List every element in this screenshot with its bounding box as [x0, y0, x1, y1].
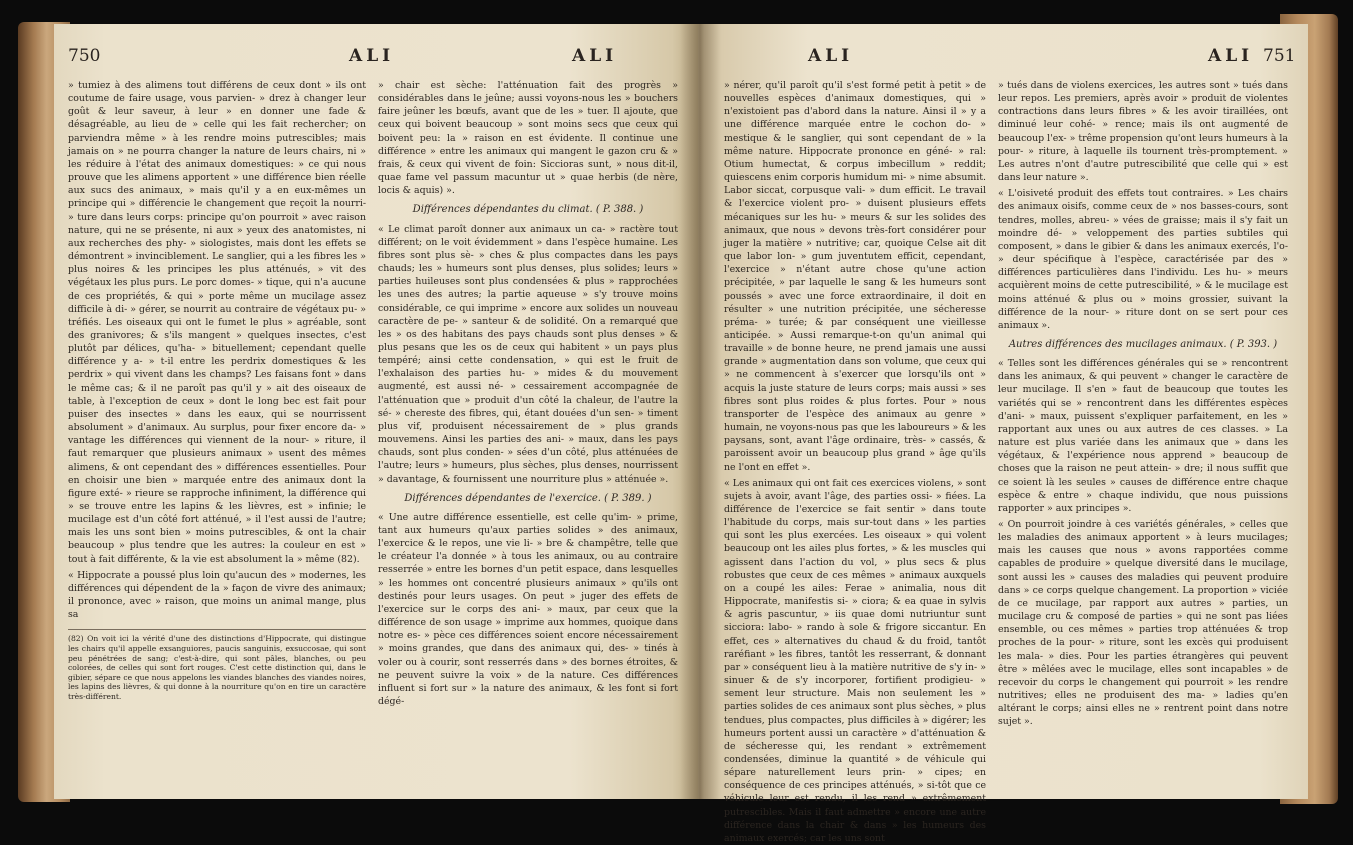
right-page: [698, 24, 1308, 844]
paragraph: « L'oisiveté produit des effets tout contraires. » Les chairs des animaux oisifs, comme ceux de » nos basses-cours, sont tendres, molles, abreu- » vées de graisse; mais il s'y fait un moindre dé- » veloppement des parties subtiles qui composent, » dans le gibier & dans les animaux exercés, l'o- » deur spécifique à l'espèce, caractérisée par des » différences particulières dans l'individu. Les hu- » meurs acquièrent moins de cette putrescibilité, » & le mucilage est moins atténué & plus ou » moins grossier, suivant la différence de la nour- » riture dont on se sert pour ces animaux ».: [998, 188, 1288, 331]
left-column-2: [378, 79, 678, 784]
right-column-1: [724, 79, 986, 844]
right-column-2: [998, 79, 1288, 784]
paragraph: « Hippocrate a poussé plus loin qu'aucun des » modernes, les différences qui dépendent de la » façon de vivre des animaux; il prononce, avec » raison, que moins un animal mange, plus sa: [68, 569, 366, 621]
paragraph: « Une autre différence essentielle, est celle qu'im- » prime, tant aux humeurs qu'aux parties solides » des animaux, l'exercice & le repos, une vie li- » bre & champêtre, telle que le créateur l'a donnée » à tous les animaux, ou au contraire resserrée » entre les bornes d'un petit espace, dans lesquelles » les hommes ont concentré plusieurs animaux » qu'ils ont destinés pour leurs usages. On peut » juger des effets de l'exercice sur le corps des ani- » maux, par ceux que la différence de son usage » imprime aux hommes, quoique dans notre es- » pèce ces différences soient encore nécessairement » moins grandes, que dans des animaux qui, des- » tinés à voler ou à courir, sont resserrés dans » des bornes étroites, & ne peuvent suivre la voix » de la nature. Ces différences influent si fort sur » la nature des animaux, & les font si fort dégé-: [378, 511, 678, 708]
left-page-number: 750: [68, 46, 101, 66]
paragraph: « Les animaux qui ont fait ces exercices violens, » sont sujets à avoir, avant l'âge, des parties ossi- » fiées. La différence de l'exercice se fait sentir » dans toute l'habitude du corps, mais sur-tout dans » les parties qui sont les plus exercées. Les oiseaux » qui volent beaucoup ont les ailes plus fortes, » & les muscles qui agissent dans l'action du vol, » plus secs & plus robustes que ceux de ces mêmes » animaux auxquels on a coupé les ailes: Ferae » animalia, nous dit Hippocrate, manifestis si- » ciora; & ea quae in sylvis & agris pascuntur, » iis quae domi nutriuntur sunt sicciora: labo- » rando à sole & frigore siccantur. En effet, ces » alternatives du chaud & du froid, tantôt raréfiant » les fibres, tantôt les resserrant, & donnant par » conséquent lieu à la matière nutritive de s'y in- » sinuer & de s'y incorporer, fortifient prodigieu- » sement leur structure. Mais non seulement les » parties solides de ces animaux sont plus sèches, » plus tendues, plus compactes, plus difficiles à » digérer; les humeurs portent aussi un caractère » d'atténuation & de sécheresse qui, les rendant » extrêmement condensées, diminue la quantité » de véhicule qui sépare naturellement leurs prin- » cipes; en conséquence de ces principes atténués, » si-tôt que ce véhicule leur est rendu, il les rend » extrêmement putrescibles. Mais il faut admettre » encore une autre différence dans la chair & dans » les humeurs des animaux exercés; car les uns sont: [724, 477, 986, 844]
open-book: [18, 4, 1338, 844]
paragraph: » nérer, qu'il paroît qu'il s'est formé petit à petit » de nouvelles espèces d'animaux domestiques, qui » n'existoient pas d'abord dans la nature. Ainsi il » y a une différence marquée entre le cochon do- » mestique & le sanglier, qui sont cependant de » la même nature. Hippocrate prononce en géné- » ral: Otium humectat, & corpus imbecillum » reddit; quiescens enim corporis humidum mi- » nime absumit. Labor siccat, corpusque vali- » dum efficit. Le travail & l'exercice violent pro- » duisent plusieurs effets mécaniques sur les hu- » meurs & sur les solides des animaux, que nous » devons très-fort considérer pour juger la matière » nutritive; car, quoique Celse ait dit que labor lon- » gum juventutem efficit, cependant, l'exercice » n'étant autre chose qu'une action précipitée, » par laquelle le sang & les humeurs sont poussés » avec une force extraordinaire, il doit en résulter » une nutrition précipitée, une sécheresse préma- » turée; & par conséquent une vieillesse anticipée. » Aussi remarque-t-on qu'un animal qui travaille » de bonne heure, ne prend jamais une aussi grande » augmentation dans son volume, que ceux qui » ne commencent à s'exercer que lorsqu'ils ont » acquis la juste stature de leurs corps; mais aussi » ses fibres sont plus roides & plus fortes. Pour » nous transporter de l'espèce des animaux au genre » humain, ne voyons-nous pas que les laboureurs » & les paysans, sont, avant l'âge ordinaire, très- » cassés, & paroissent avoir un beaucoup plus grand » âge qu'ils ne l'ont en effet ».: [724, 80, 986, 473]
right-page-header: [698, 46, 1308, 72]
left-col2-running-head: ALI: [572, 46, 618, 66]
left-page-header: [54, 46, 698, 72]
paragraph: » tumiez à des alimens tout différens de ceux dont » ils ont coutume de faire usage, vous parvien- » drez à changer leur goût & leur saveur, à leur » en donner une fade & désagréable, au lieu de » celle qui les fait rechercher; on parviendra même » à les rendre moins putrescibles; mais jamais on » ne pourra changer la nature de leurs chairs, ni » les réduire à l'état des animaux domestiques: » ce qui nous prouve que les alimens apportent » une différence bien réelle aux sucs des animaux, » mais qu'il y a en eux-mêmes un principe qui » différencie le changement que reçoit la nourri- » ture dans leurs corps: principe qu'on pourroit » avec raison nature, qui ne se présente, ni aux » yeux des anatomistes, ni aux recherches des phy- » siologistes, mais dont les effets se démontrent » invinciblement. Le sanglier, qui a les fibres les » plus noires & les principes les plus atténués, » vit des végétaux les plus purs. Le porc domes- » tique, qui n'a aucune de ces propriétés, & qui » porte même un mucilage assez difficile à di- » gérer, se nourrit au contraire de végétaux pu- » tréfiés. Les oiseaux qui ont le fumet le plus » agréable, sont des granivores; & s'ils mangent » quelques insectes, c'est plutôt par délices, qu'ha- » bituellement; cependant quelle différence y a- » t-il entre les perdrix domestiques & les perdrix » qui vivent dans les champs? Les faisans font » dans le même cas; & il ne paroît pas qu'il y » ait des oiseaux de table, à l'exception de ceux » dont le long bec est fait pour puiser des insectes » dans les eaux, qui se nourrissent absolument » d'animaux. Au surplus, pour fixer encore da- » vantage les différences qui viennent de la nour- » riture, il faut remarquer que plusieurs animaux » usent des mêmes alimens, & ont cependant des » différences essentielles. Pour en choisir une bien » marquée entre des animaux dont la figure exté- » rieure se rapproche infiniment, la différence qui » se trouve entre les lapins & les lièvres, est » infinie; le mucilage est d'un côté fort atténué, » il l'est aussi de l'autre; mais les uns sont bien » moins putrescibles, & ont la chair beaucoup » plus tendre que les autres: la couleur en est » tout à fait différente, & la vie est absolument la » même (82).: [68, 80, 366, 565]
right-col2-running-head: ALI: [1208, 46, 1254, 66]
paragraph: « Le climat paroît donner aux animaux un ca- » ractère tout différent; on le voit évidemment » dans l'espèce humaine. Les fibres sont plus sè- » ches & plus compactes dans les pays chauds; les » humeurs sont plus denses, plus solides; leurs » parties huileuses sont plus condensées & plus » rapprochées les unes des autres; la partie aqueuse » s'y trouve moins considérable, ce qui imprime » encore aux solides un nouveau caractère de pe- » santeur & de solidité. On a remarqué que les » os des habitans des pays chauds sont plus denses » & plus pesans que les os de ceux qui habitent » un pays plus tempéré; ainsi cette condensation, » qui est le fruit de l'exhalaison des parties hu- » mides & du mouvement augmenté, est aussi né- » cessairement accompagnée de l'atténuation que » produit d'un côté la chaleur, de l'autre la sé- » chereste des fibres, qui, étant douées d'un sen- » timent plus vif, produisent nécessairement de » plus grands mouvemens. Ainsi les parties des ani- » maux, dans les pays chauds, sont plus conden- » sées d'un côté, plus atténuées de l'autre; leurs » humeurs, plus sèches, plus denses, nourrissent » davantage, & fournissent une nourriture plus » atténuée ».: [378, 223, 678, 485]
section-subtitle: Différences dépendantes du climat. ( P. 388. ): [412, 204, 644, 216]
right-running-head: ALI: [808, 46, 854, 66]
paragraph: « Telles sont les différences générales qui se » rencontrent dans les animaux, & qui peuvent » changer le caractère de leur mucilage. Il s'en » faut de beaucoup que toutes les variétés qui se » rencontrent dans les différentes espèces d'ani- » maux, puissent s'expliquer parfaitement, en les » rapportant aux unes ou aux autres de ces classes. » La nature est plus variée dans les animaux que » dans les végétaux, & l'expérience nous apprend » beaucoup de choses que la raison ne peut attein- » dre; il nous suffit que ce soient là les seules » causes de différence entre chaque espèce & entre » chaque individu, que nous puissions rapporter » aux principes ».: [998, 358, 1288, 514]
book-gutter-shadow: [680, 24, 720, 799]
left-column-1: [68, 79, 366, 784]
paragraph: « On pourroit joindre à ces variétés générales, » celles que les maladies des animaux apportent » à leurs mucilages; mais les causes que nous » avons rapportées comme capables de produire » quelque diversité dans le mucilage, sont aussi les » causes des maladies qui peuvent produire dans » ce corps quelque changement. La proportion » viciée de ce mucilage, par rapport aux autres » parties, un mucilage cru & composé de parties » qui ne sont pas liées ensemble, ou ces mêmes » parties trop atténuées & trop proches de la pour- » riture, sont les excès qui produisent les mala- » dies. Pour les parties étrangères qui peuvent être » mêlées avec le mucilage, elles sont incapables » de recevoir du corps le changement qui pourroit » les rendre nutritives; elles ne produisent des ma- » ladies qu'en altérant le corps; ainsi elles ne » rentrent point dans notre sujet ».: [998, 519, 1288, 728]
paragraph: » chair est sèche: l'atténuation fait des progrès » considérables dans le jeûne; aussi voyons-nous les » bouchers faire jeûner les bœufs, avant que de les » tuer. Il ajoute, que ceux qui boivent beaucoup » sont moins secs que ceux qui boivent peu: la » raison en est évidente. Il continue une différence » entre les animaux qui mangent le gazon cru & » frais, & ceux qui vivent de foin: Siccioras sunt, » nous dit-il, quae fame vel passum macuntur ut » quae herbis (de nère, locis & aquis) ».: [378, 80, 678, 197]
section-subtitle: Autres différences des mucilages animaux. ( P. 393. ): [1008, 338, 1278, 350]
paragraph: » tués dans de violens exercices, les autres sont » tués dans leur repos. Les premiers, après avoir » produit de violentes contractions dans leurs fibres » & les avoir tiraillées, ont diminué leur cohé- » rence; mais ils ont augmenté de beaucoup l'ex- » trême propension qu'ont leurs humeurs à la pour- » riture, à laquelle ils tournent très-promptement. » Les autres n'ont d'autre putrescibilité que celle qui » est dans leur nature ».: [998, 80, 1288, 184]
left-page: [54, 24, 698, 799]
left-running-head: ALI: [349, 46, 395, 66]
footnote: (82) On voit ici la vérité d'une des distinctions d'Hippocrate, qui distingue les chairs qu'il appelle exsanguiores, paucis sanguinis, exsuccosae, qui sont peu pénétrées de sang; c'est-à-dire, qui sont pâles, blanches, ou peu colorées, de celles qui sont fort rouges. C'est cette distinction qui, dans le gibier, sépare ce que nous appelons les viandes blanches des viandes noires, les lapins des lièvres, & qui donne à la nourriture qu'on en tire un caractère très-différent.: [68, 629, 366, 701]
right-page-number: 751: [1263, 46, 1296, 66]
section-subtitle: Différences dépendantes de l'exercice. ( P. 389. ): [404, 492, 652, 504]
